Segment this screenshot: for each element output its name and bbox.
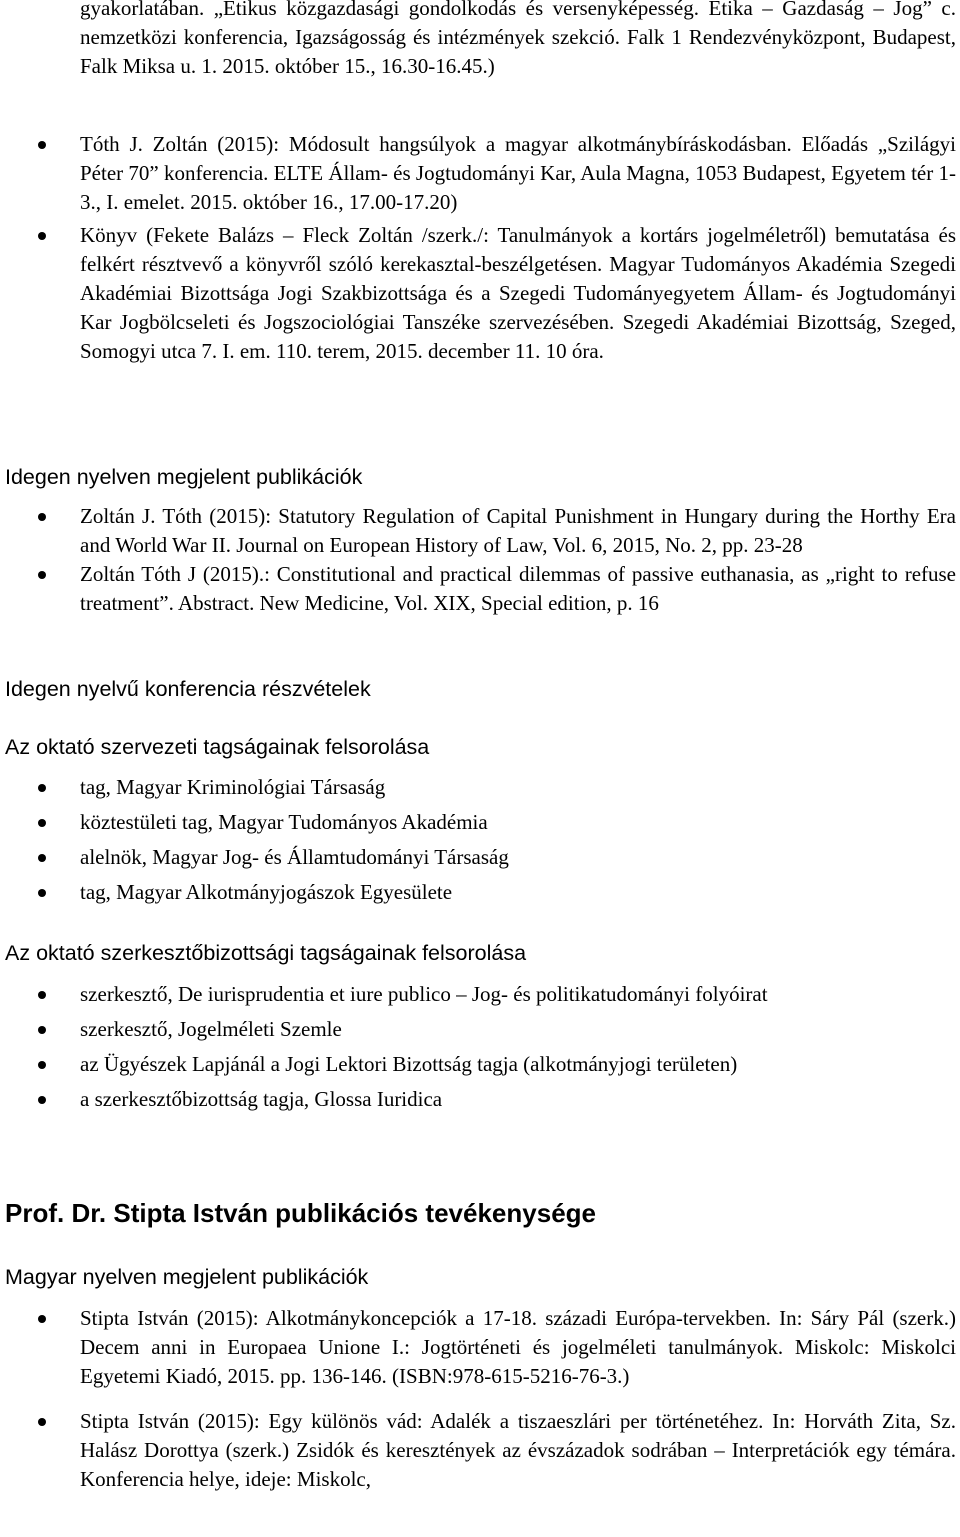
list-item-text: Könyv (Fekete Balázs – Fleck Zoltán /szerk./: Tanulmányok a kortárs jogelméletről) bemutatása és felkért résztvevő a könyvről szóló kerekasztal-beszélgetésen. Magyar Tudományos Akadémia Szegedi Akadémiai Bizottsága Jogi Szakbizottsága és a Szegedi Tudományegyetem Állam- és Jogtudományi Kar Jogbölcseleti és Jogszociológiai Tanszéke szervezésében. Szegedi Akadémiai Bizottság, Szeged, Somogyi utca 7. I. em. 110. terem, 2015. december 11. 10 óra. [80,223,956,363]
list-item-text: Zoltán J. Tóth (2015): Statutory Regulation of Capital Punishment in Hungary during the Horthy Era and World War II. Journal on European History of Law, Vol. 6, 2015, No. 2, pp. 23-28 [80,504,956,557]
list-item-text: tag, Magyar Kriminológiai Társaság [80,775,386,799]
list-item [0,1304,956,1391]
section-heading-editorial: Az oktató szerkesztőbizottsági tagságainak felsorolása [5,941,527,965]
section-heading-memberships: Az oktató szervezeti tagságainak felsorolása [5,735,430,759]
list-item-text: Zoltán Tóth J (2015).: Constitutional and practical dilemmas of passive euthanasia, as „right to refuse treatment”. Abstract. New Medicine, Vol. XIX, Special edition, p. 16 [80,562,956,615]
list-item-text: köztestületi tag, Magyar Tudományos Akadémia [80,810,488,834]
list-item [0,1015,956,1044]
list-item-text: Stipta István (2015): Egy különös vád: Adalék a tiszaeszlári per történetéhez. In: Horváth Zita, Sz. Halász Dorottya (szerk.) Zsidók és keresztények az évszázadok sodrában – Interpretációk egy témára. Konferencia helye, ideje: Miskolc, [80,1409,956,1491]
list-item-text: az Ügyészek Lapjánál a Jogi Lektori Bizottság tagja (alkotmányjogi területen) [80,1052,738,1076]
section-heading-foreign-conferences: Idegen nyelvű konferencia részvételek [5,677,371,701]
list-item-text: szerkesztő, Jogelméleti Szemle [80,1017,342,1041]
bullet-icon [38,1418,46,1426]
bullet-icon [38,1026,46,1034]
bullet-icon [38,819,46,827]
list-item [0,843,956,872]
bullet-icon [38,1096,46,1104]
list-item [0,808,956,837]
bullet-icon [38,232,46,240]
list-item [0,502,956,560]
list-item-text: a szerkesztőbizottság tagja, Glossa Iuridica [80,1087,443,1111]
hungarian-publications-list [0,1304,956,1494]
continuation-paragraph: gyakorlatában. „Etikus közgazdasági gondolkodás és versenyképesség. Etika – Gazdaság – Jog” c. nemzetközi konferencia, Igazságosság és intézmények szekció. Falk 1 Rendezvényközpont, Budapest, Falk Miksa u. 1. 2015. október 15., 16.30-16.45.) [80,0,956,78]
list-item-text: alelnök, Magyar Jog- és Államtudományi Társaság [80,845,509,869]
bullet-icon [38,571,46,579]
editorial-list [0,980,956,1114]
bullet-icon [38,1061,46,1069]
list-item [0,773,956,802]
list-item-text: Stipta István (2015): Alkotmánykoncepciók a 17-18. századi Európa-tervekben. In: Sáry Pál (szerk.) Decem anni in Europaea Unione I.: Jogtörténeti és jogelméleti tanulmányok. Miskolc: Miskolci Egyetemi Kiadó, 2015. pp. 136-146. (ISBN:978-615-5216-76-3.) [80,1306,956,1388]
section-heading-foreign-publications: Idegen nyelven megjelent publikációk [5,465,363,489]
list-item [0,1407,956,1494]
bullet-icon [38,889,46,897]
bullet-icon [38,784,46,792]
page-title: Prof. Dr. Stipta István publikációs tevékenysége [5,1198,596,1228]
list-item-text: tag, Magyar Alkotmányjogászok Egyesülete [80,880,453,904]
list-item [0,1085,956,1114]
presentation-list [0,130,956,366]
list-item [0,1050,956,1079]
list-item [0,560,956,618]
list-item [0,130,956,217]
list-item [0,980,956,1009]
bullet-icon [38,854,46,862]
bullet-icon [38,513,46,521]
list-item-text: Tóth J. Zoltán (2015): Módosult hangsúlyok a magyar alkotmánybíráskodásban. Előadás „Szilágyi Péter 70” konferencia. ELTE Állam- és Jogtudományi Kar, Aula Magna, 1053 Budapest, Egyetem tér 1-3., I. emelet. 2015. október 16., 17.00-17.20) [80,132,956,214]
section-heading-hungarian-publications: Magyar nyelven megjelent publikációk [5,1265,369,1289]
list-item [0,878,956,907]
bullet-icon [38,141,46,149]
list-item-text: szerkesztő, De iurisprudentia et iure publico – Jog- és politikatudományi folyóirat [80,982,768,1006]
bullet-icon [38,1315,46,1323]
list-item [0,221,956,366]
memberships-list [0,773,956,907]
foreign-publications-list [0,502,956,618]
bullet-icon [38,991,46,999]
